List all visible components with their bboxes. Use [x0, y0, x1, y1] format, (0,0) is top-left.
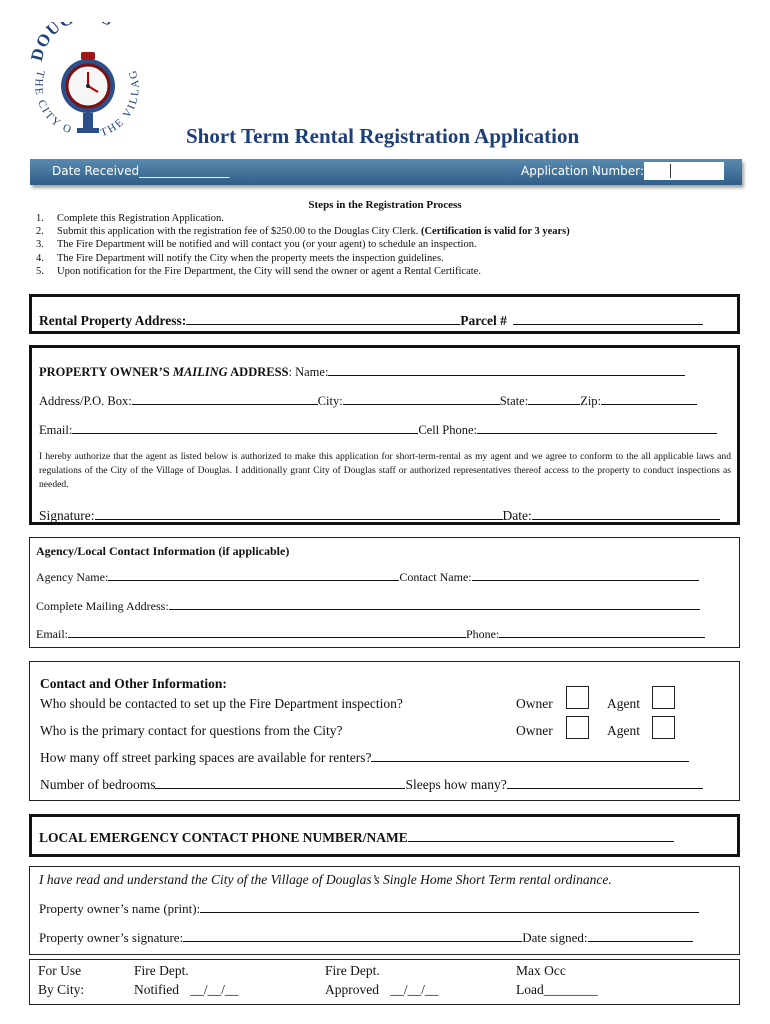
inspection-agent-checkbox[interactable] — [652, 686, 675, 709]
city-seal-logo — [28, 22, 146, 144]
steps-list — [36, 212, 570, 278]
bedrooms-field[interactable]: Number of bedrooms Sleeps how many? — [40, 777, 703, 793]
inspection-owner-checkbox[interactable] — [566, 686, 589, 709]
primary-agent-label: Agent — [607, 723, 640, 738]
emergency-contact-section — [29, 814, 740, 857]
owner-name-field[interactable]: PROPERTY OWNER’S MAILING ADDRESS: Name: — [39, 365, 685, 380]
primary-owner-label: Owner — [516, 723, 553, 738]
ordinance-statement: I have read and understand the City of the Village of Douglas’s Single Home Short Term rental ordinance. — [39, 872, 612, 887]
owner-section — [29, 345, 740, 525]
fire-dept-notified-field[interactable]: Fire Dept. Notified __/__/__ — [134, 963, 239, 997]
page-title: Short Term Rental Registration Application — [186, 124, 580, 148]
contact-heading: Contact and Other Information: — [40, 676, 227, 691]
acknowledgement-section — [29, 866, 740, 955]
primary-agent-checkbox[interactable] — [652, 716, 675, 739]
steps-heading: Steps in the Registration Process — [308, 199, 462, 211]
step-item: 1. Complete this Registration Application. — [36, 213, 224, 224]
inspection-owner-label: Owner — [516, 696, 553, 711]
owner-signature-field[interactable]: Signature: Date: — [39, 508, 720, 524]
contact-info-section — [29, 661, 740, 801]
seal-right-text: THE VILLAG — [98, 67, 142, 140]
max-occupancy-field[interactable]: Max Occ Load________ — [516, 963, 598, 997]
inspection-contact-question: Who should be contacted to set up the Fire Department inspection? — [40, 696, 403, 711]
svg-text:DOUGLAS — [28, 22, 116, 63]
fire-dept-approved-field[interactable]: Fire Dept. Approved __/__/__ — [325, 963, 439, 997]
owner-print-name-field[interactable]: Property owner’s name (print): — [39, 901, 699, 917]
seal-top-text: DOU — [28, 22, 65, 63]
inspection-agent-label: Agent — [607, 696, 640, 711]
primary-contact-question: Who is the primary contact for questions from the City? — [40, 723, 343, 738]
primary-owner-checkbox[interactable] — [566, 716, 589, 739]
agency-mailing-field[interactable]: Complete Mailing Address: — [36, 599, 700, 614]
parking-field[interactable]: How many off street parking spaces are available for renters? — [40, 750, 689, 766]
city-use-section — [29, 959, 740, 1005]
emergency-contact-field[interactable]: LOCAL EMERGENCY CONTACT PHONE NUMBER/NAME — [39, 830, 674, 846]
date-received-label: Date Received_______________ — [52, 164, 230, 178]
seal-left-text: THE CITY O — [32, 69, 75, 137]
header-banner — [30, 159, 742, 185]
rental-address-field[interactable]: Rental Property Address: Parcel # — [39, 313, 703, 329]
agency-name-field[interactable]: Agency Name: Contact Name: — [36, 570, 699, 585]
owner-signature-line[interactable]: Property owner’s signature: Date signed: — [39, 930, 693, 946]
authorization-text: I hereby authorize that the agent as listed below is authorized to make this application for short-term-rental as my agent and we agree to conform to the all applicable laws and regulations of the City of the Village of Douglas. I additionally grant City of Douglas staff or authorized representatives thereof access to the property to conduct inspections as needed. — [39, 451, 731, 490]
step-item: 2. Submit this application with the registration fee of $250.00 to the Douglas City Clerk. (Certification is valid for 3 years) — [36, 226, 570, 238]
owner-email-field[interactable]: Email: Cell Phone: — [39, 423, 717, 438]
for-use-by-city-label: For Use By City: — [38, 963, 85, 997]
step-item: 5. Upon notification for the Fire Department, the City will send the owner or agent a Rental Certificate. — [36, 265, 481, 277]
application-number-input[interactable] — [644, 162, 724, 180]
agency-heading: Agency/Local Contact Information (if applicable) — [36, 544, 290, 558]
rental-property-section — [29, 294, 740, 334]
agency-section — [29, 537, 740, 648]
owner-address-field[interactable]: Address/P.O. Box: City: State: Zip: — [39, 394, 697, 409]
application-number-label: Application Number: — [521, 164, 644, 178]
step-item: 3. The Fire Department will be notified and will contact you (or your agent) to schedule an inspection. — [36, 239, 477, 251]
step-item: 4. The Fire Department will notify the City when the property meets the inspection guidelines. — [36, 252, 444, 264]
agency-email-field[interactable]: Email: Phone: — [36, 627, 705, 642]
